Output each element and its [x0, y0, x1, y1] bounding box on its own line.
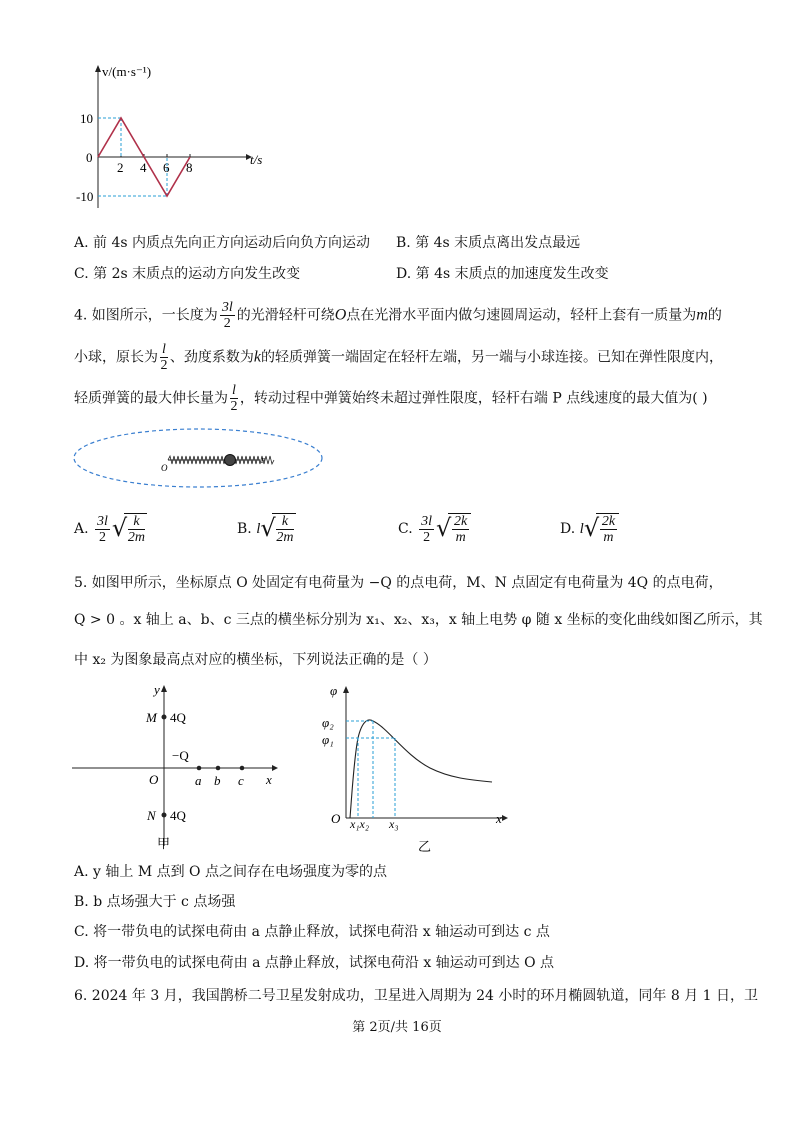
q5-option-d[interactable]: D. 将一带负电的试探电荷由 a 点静止释放，试探电荷沿 x 轴运动可到达 O 点 — [74, 955, 555, 971]
phi-label: φ — [330, 683, 338, 698]
y-tick-label: 0 — [86, 150, 93, 165]
q3-option-a[interactable]: A. 前 4s 内质点先向正方向运动后向负方向运动 — [74, 235, 371, 251]
x-label: x — [266, 772, 272, 787]
q5-option-a[interactable]: A. y 轴上 M 点到 O 点之间存在电场强度为零的点 — [74, 864, 387, 880]
caption-yi: 乙 — [418, 839, 432, 854]
fraction-l-over-2-b: $\frac{l}{2}$ — [230, 383, 238, 414]
rotating-rod-figure — [70, 424, 330, 494]
x-label: x — [496, 811, 502, 826]
q5-line-2: Q > 0 。x 轴上 a、b、c 三点的横坐标分别为 x₁、x₂、x₃，x 轴上电势 φ 随 x 坐标的变化曲线如图乙所示，其 — [74, 612, 763, 628]
fraction-3l-over-2: $\frac{3l}{2}$ — [221, 300, 233, 331]
q4-option-c[interactable]: C. $\frac{3l}{2}$ √ $\frac{2k}{m}$ — [398, 513, 471, 545]
y-tick-label: -10 — [76, 189, 94, 204]
q4-option-d[interactable]: D. l √ $\frac{2k}{m}$ — [560, 513, 619, 545]
point-m — [162, 715, 167, 720]
x-tick-label: 8 — [186, 160, 193, 175]
y-tick-label: 10 — [80, 111, 93, 126]
label-neg-q: −Q — [172, 748, 189, 763]
q4-line-2: 小球，原长为 $\frac{l}{2}$ 、劲度系数为k的轻质弹簧一端固定在轻杆左端，另一端与小球连接。已知在弹性限度内， — [74, 342, 723, 373]
point-n — [162, 813, 167, 818]
x-axis-arrow — [272, 765, 278, 771]
label-p: P — [261, 457, 266, 465]
velocity-time-chart — [76, 60, 270, 210]
x-axis-arrow — [502, 815, 508, 821]
ball — [225, 455, 236, 466]
circular-path-ellipse — [74, 429, 322, 487]
label-n: N — [147, 808, 156, 823]
label-4q-top: 4Q — [170, 710, 186, 725]
y-axis-arrow — [161, 685, 167, 692]
label-b: b — [214, 773, 221, 788]
q3-option-c[interactable]: C. 第 2s 末质点的运动方向发生改变 — [74, 266, 301, 282]
x-tick-label: 2 — [117, 160, 124, 175]
y-axis-arrow — [343, 686, 349, 693]
q3-option-d[interactable]: D. 第 4s 末质点的加速度发生改变 — [396, 266, 609, 282]
y-axis-arrow — [95, 65, 101, 72]
q5-line-3: 中 x₂ 为图象最高点对应的横坐标，下列说法正确的是（ ） — [74, 652, 437, 668]
fraction-l-over-2: $\frac{l}{2}$ — [160, 342, 168, 373]
x3-label: x₃ — [389, 817, 399, 831]
q5-option-b[interactable]: B. b 点场强大于 c 点场强 — [74, 894, 236, 910]
label-m: M — [146, 710, 157, 725]
label-c: c — [238, 773, 244, 788]
label-4q-bottom: 4Q — [170, 808, 186, 823]
x-tick-label: 4 — [140, 160, 147, 175]
q4-line-1: 4. 如图所示，一长度为 $\frac{3l}{2}$ 的光滑轻杆可绕O点在光滑水平面内做匀速圆周运动，轻杆上套有一质量为m的 — [74, 300, 722, 331]
potential-curve — [350, 720, 492, 818]
caption-jia: 甲 — [157, 836, 171, 851]
label-a: a — [195, 773, 202, 788]
q6-line-1: 6. 2024 年 3 月，我国鹊桥二号卫星发射成功，卫星进入周期为 24 小时的环月椭圆轨道，同年 8 月 1 日，卫 — [74, 988, 759, 1004]
figure-yi-potential-curve — [310, 683, 510, 853]
phi1-label: φ₁ — [322, 732, 334, 747]
q4-line-3: 轻质弹簧的最大伸长量为 $\frac{l}{2}$ ，转动过程中弹簧始终未超过弹性限度，轻杆右端 P 点线速度的最大值为( ) — [74, 383, 708, 414]
x1x2-label: x₁x₂ — [350, 817, 369, 831]
q3-option-b[interactable]: B. 第 4s 末质点离出发点最远 — [396, 235, 581, 251]
guide-dashes — [346, 721, 395, 818]
page-footer: 第 2页/共 16页 — [352, 1020, 442, 1035]
point-a — [197, 766, 202, 771]
q5-option-c[interactable]: C. 将一带负电的试探电荷由 a 点静止释放，试探电荷沿 x 轴运动可到达 c 点 — [74, 924, 550, 940]
x-axis-label: t/s — [250, 152, 263, 167]
point-b — [216, 766, 221, 771]
q5-line-1: 5. 如图甲所示，坐标原点 O 处固定有电荷量为 −Q 的点电荷，M、N 点固定有电荷量为 4Q 的点电荷， — [74, 575, 723, 591]
y-axis-label: v/(m·s⁻¹) — [102, 64, 152, 79]
origin-label: O — [331, 811, 341, 826]
label-o: O — [161, 463, 168, 473]
q4-option-b[interactable]: B. l √ $\frac{k}{2m}$ — [237, 514, 294, 545]
x-tick-label: 6 — [163, 160, 170, 175]
y-label: y — [154, 682, 160, 697]
q4-option-a[interactable]: A. $\frac{3l}{2}$ √ $\frac{k}{2m}$ — [74, 513, 146, 545]
phi2-label: φ₂ — [322, 715, 334, 730]
figure-jia — [68, 680, 288, 850]
point-c — [240, 766, 245, 771]
label-o: O — [149, 772, 159, 787]
